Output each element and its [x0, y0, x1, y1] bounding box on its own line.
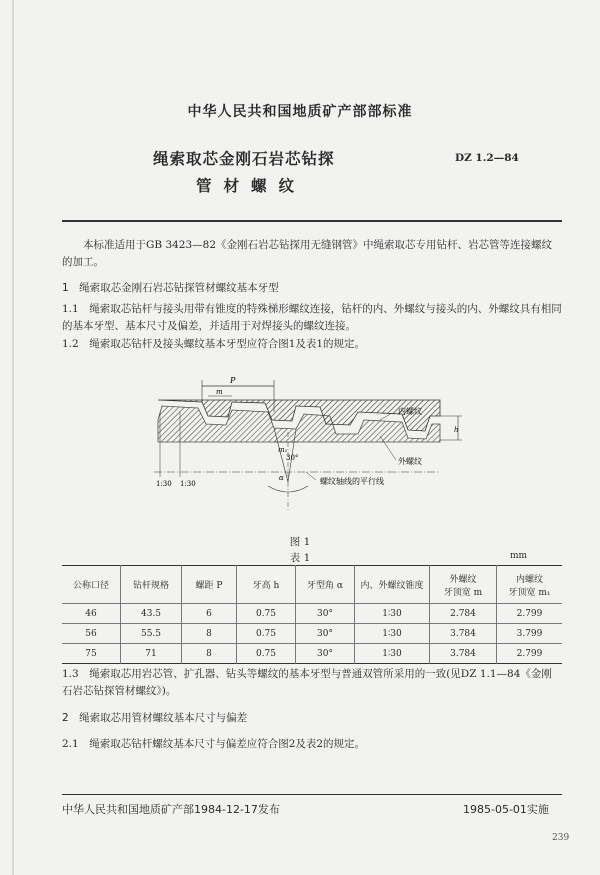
label-inner-thread: 内螺纹: [398, 407, 422, 416]
cell: 0.75: [237, 644, 296, 664]
cell: 8: [182, 624, 237, 644]
cell: 75: [62, 644, 121, 664]
col-pitch: 螺距 P: [182, 566, 237, 604]
cell: 1∶30: [355, 604, 430, 624]
label-m1: m₁: [278, 446, 288, 454]
header-rule: [62, 220, 562, 222]
clause-1-3: 1.3 绳索取芯用岩芯管、扩孔器、钻头等螺纹的基本牙型与普通双管所采用的一致(见DZ 1.1—84《金刚石岩芯钻探管材螺纹》)。: [62, 668, 552, 697]
cell: 30°: [296, 604, 355, 624]
label-taper-2: 1:30: [180, 480, 196, 488]
cell: 0.75: [237, 604, 296, 624]
cell: 3.784: [430, 624, 497, 644]
col-nominal-size: 公称口径: [62, 566, 121, 604]
clause-1-1: 1.1 绳索取芯钻杆与接头用带有锥度的特殊梯形螺纹连接，钻杆的内、外螺纹与接头的内、外螺纹具有相同的基本牙型、基本尺寸及偏差，并适用于对焊接头的螺纹连接。: [62, 303, 562, 332]
page-number: 239: [552, 833, 570, 843]
document-title-line1: 绳索取芯金刚石岩芯钻探: [153, 150, 335, 168]
section-1-heading: 1 绳索取芯金刚石岩芯钻探管材螺纹基本牙型: [62, 282, 279, 294]
label-axis-parallel: 螺纹轴线的平行线: [320, 477, 384, 486]
scan-edge: [12, 0, 14, 875]
cell: 3.784: [430, 644, 497, 664]
col-inner-crest-width: 内螺纹 牙顶宽 m₁: [497, 566, 563, 604]
label-h: h: [454, 426, 459, 434]
clause-1-2: 1.2 绳索取芯钻杆及接头螺纹基本牙型应符合图1及表1的规定。: [62, 338, 366, 350]
cell: 43.5: [121, 604, 182, 624]
cell: 2.799: [497, 604, 563, 624]
col-thread-height: 牙高 h: [237, 566, 296, 604]
section-2-heading: 2 绳索取芯用管材螺纹基本尺寸与偏差: [62, 712, 248, 724]
table-header-row: [62, 566, 562, 604]
cell: 8: [182, 644, 237, 664]
col-taper: 内、外螺纹锥度: [355, 566, 430, 604]
ministry-heading: 中华人民共和国地质矿产部部标准: [187, 104, 413, 120]
label-outer-thread: 外螺纹: [398, 457, 422, 466]
standard-code: DZ 1.2—84: [455, 152, 519, 164]
label-m: m: [216, 388, 223, 396]
col-thread-angle: 牙型角 α: [296, 566, 355, 604]
label-angle: 30°: [286, 454, 299, 462]
clause-2-1: 2.1 绳索取芯钻杆螺纹基本尺寸与偏差应符合图2及表2的规定。: [62, 738, 366, 750]
table-row: [62, 624, 562, 644]
cell: 2.784: [430, 604, 497, 624]
label-alpha: α: [279, 474, 284, 482]
cell: 3.799: [497, 624, 563, 644]
document-title-line2: 管材螺纹: [196, 177, 307, 195]
issued-date: 中华人民共和国地质矿产部1984-12-17发布: [62, 803, 280, 816]
cell: 1∶30: [355, 624, 430, 644]
cell: 2.799: [497, 644, 563, 664]
table-1-unit: mm: [510, 551, 528, 561]
table-row: [62, 644, 562, 664]
cell: 6: [182, 604, 237, 624]
cell: 30°: [296, 644, 355, 664]
col-outer-crest-width: 外螺纹 牙顶宽 m: [430, 566, 497, 604]
cell: 0.75: [237, 624, 296, 644]
cell: 55.5: [121, 624, 182, 644]
effective-date: 1985-05-01实施: [463, 803, 549, 816]
table-1-title: 表 1: [289, 552, 311, 564]
cell: 1∶30: [355, 644, 430, 664]
intro-paragraph: 本标准适用于GB 3423—82《金刚石岩芯钻探用无缝钢管》中绳索取芯专用钻杆、岩芯管等连接螺纹的加工。: [62, 239, 553, 268]
table-row: [62, 604, 562, 624]
cell: 30°: [296, 624, 355, 644]
col-rod-spec: 钻杆规格: [121, 566, 182, 604]
cell: 71: [121, 644, 182, 664]
label-p: P: [230, 376, 236, 385]
thread-profile-figure: [140, 372, 480, 532]
cell: 56: [62, 624, 121, 644]
cell: 46: [62, 604, 121, 624]
footer-rule: [62, 794, 562, 795]
figure-1-caption: 图 1: [289, 536, 311, 548]
table-1: [62, 565, 562, 664]
label-taper-1: 1:30: [156, 480, 172, 488]
